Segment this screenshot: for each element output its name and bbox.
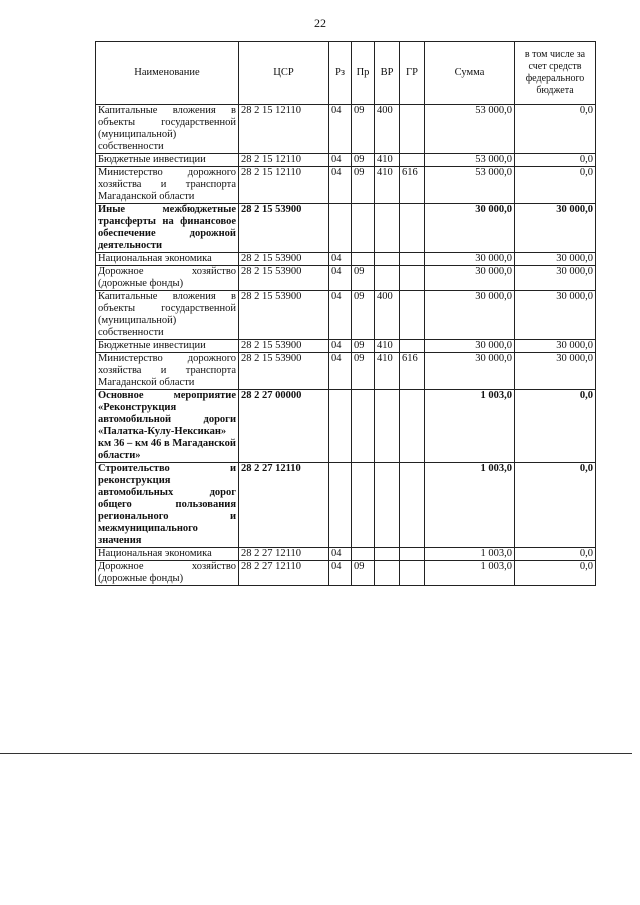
row-rz: 04 [329,253,352,266]
row-pr [352,253,375,266]
row-name: Капитальные вложения в объекты государственной (муниципальной) собственности [96,291,239,340]
row-rz: 04 [329,154,352,167]
row-vr [375,463,400,548]
row-pr [352,463,375,548]
row-csr: 28 2 15 12110 [239,154,329,167]
page-number: 22 [314,16,326,30]
row-vr: 410 [375,340,400,353]
row-pr: 09 [352,167,375,204]
table-row [96,167,596,204]
row-rz: 04 [329,353,352,390]
header-csr: ЦСР [239,42,329,105]
row-pr [352,390,375,463]
row-gr: 616 [400,353,425,390]
row-pr: 09 [352,353,375,390]
table-row [96,154,596,167]
row-csr: 28 2 15 53900 [239,291,329,340]
header-name: Наименование [96,42,239,105]
row-sum: 53 000,0 [425,167,515,204]
row-pr: 09 [352,105,375,154]
row-federal: 30 000,0 [515,291,596,340]
row-name: Национальная экономика [96,253,239,266]
table-row [96,340,596,353]
row-name: Министерство дорожного хозяйства и транспорта Магаданской области [96,353,239,390]
row-pr: 09 [352,561,375,586]
row-vr: 400 [375,105,400,154]
row-name: Иные межбюджетные трансферты на финансовое обеспечение дорожной деятельности [96,204,239,253]
row-sum: 30 000,0 [425,253,515,266]
row-rz [329,463,352,548]
table-row [96,353,596,390]
row-pr: 09 [352,266,375,291]
table-row [96,266,596,291]
row-federal: 30 000,0 [515,266,596,291]
row-gr [400,463,425,548]
row-gr [400,266,425,291]
table-row [96,105,596,154]
header-vr: ВР [375,42,400,105]
table-row [96,390,596,463]
table-body [96,105,596,586]
header-gr: ГР [400,42,425,105]
row-sum: 1 003,0 [425,561,515,586]
row-sum: 30 000,0 [425,266,515,291]
row-rz: 04 [329,291,352,340]
row-sum: 1 003,0 [425,463,515,548]
row-pr: 09 [352,340,375,353]
row-vr [375,253,400,266]
table-header-row [96,42,596,105]
row-vr: 410 [375,353,400,390]
row-sum: 30 000,0 [425,204,515,253]
row-sum: 30 000,0 [425,291,515,340]
row-sum: 30 000,0 [425,340,515,353]
row-federal: 0,0 [515,463,596,548]
row-sum: 53 000,0 [425,105,515,154]
row-vr: 410 [375,167,400,204]
header-rz: Рз [329,42,352,105]
row-name: Основное мероприятие «Реконструкция автомобильной дороги «Палатка-Кулу-Нексикан» км 36 – км 46 в Магаданской области» [96,390,239,463]
row-gr [400,105,425,154]
row-vr: 410 [375,154,400,167]
row-name: Министерство дорожного хозяйства и транспорта Магаданской области [96,167,239,204]
row-gr: 616 [400,167,425,204]
row-gr [400,154,425,167]
table-row [96,291,596,340]
row-name: Капитальные вложения в объекты государственной (муниципальной) собственности [96,105,239,154]
row-name: Строительство и реконструкция автомобильных дорог общего пользования регионального и межмуниципального значения [96,463,239,548]
row-vr [375,561,400,586]
row-gr [400,548,425,561]
row-federal: 0,0 [515,561,596,586]
row-name: Национальная экономика [96,548,239,561]
row-gr [400,390,425,463]
row-sum: 1 003,0 [425,390,515,463]
header-pr: Пр [352,42,375,105]
row-federal: 30 000,0 [515,340,596,353]
header-federal-budget: в том числе за счет средств федерального бюджета [515,42,596,105]
table-row [96,204,596,253]
row-pr [352,548,375,561]
row-federal: 30 000,0 [515,204,596,253]
row-federal: 30 000,0 [515,353,596,390]
row-federal: 0,0 [515,105,596,154]
row-gr [400,204,425,253]
row-csr: 28 2 15 12110 [239,167,329,204]
row-pr: 09 [352,154,375,167]
row-csr: 28 2 15 53900 [239,353,329,390]
row-federal: 30 000,0 [515,253,596,266]
row-name: Бюджетные инвестиции [96,340,239,353]
row-vr [375,204,400,253]
row-federal: 0,0 [515,548,596,561]
row-vr [375,266,400,291]
row-rz: 04 [329,561,352,586]
row-rz: 04 [329,340,352,353]
row-csr: 28 2 27 12110 [239,548,329,561]
row-gr [400,291,425,340]
row-federal: 0,0 [515,167,596,204]
row-csr: 28 2 27 12110 [239,561,329,586]
row-name: Дорожное хозяйство (дорожные фонды) [96,561,239,586]
row-pr [352,204,375,253]
budget-table [95,41,596,586]
row-csr: 28 2 15 53900 [239,340,329,353]
row-sum: 1 003,0 [425,548,515,561]
row-federal: 0,0 [515,154,596,167]
header-sum: Сумма [425,42,515,105]
footer-divider [0,753,632,754]
row-csr: 28 2 27 12110 [239,463,329,548]
row-csr: 28 2 27 00000 [239,390,329,463]
row-pr: 09 [352,291,375,340]
table-row [96,561,596,586]
row-csr: 28 2 15 53900 [239,204,329,253]
row-vr [375,548,400,561]
row-csr: 28 2 15 53900 [239,266,329,291]
table-row [96,548,596,561]
row-sum: 30 000,0 [425,353,515,390]
row-federal: 0,0 [515,390,596,463]
row-name: Бюджетные инвестиции [96,154,239,167]
table-row [96,253,596,266]
row-rz [329,390,352,463]
row-csr: 28 2 15 12110 [239,105,329,154]
row-rz [329,204,352,253]
row-gr [400,253,425,266]
row-rz: 04 [329,167,352,204]
row-gr [400,561,425,586]
row-name: Дорожное хозяйство (дорожные фонды) [96,266,239,291]
row-rz: 04 [329,105,352,154]
row-vr [375,390,400,463]
row-rz: 04 [329,266,352,291]
row-sum: 53 000,0 [425,154,515,167]
row-gr [400,340,425,353]
row-csr: 28 2 15 53900 [239,253,329,266]
row-vr: 400 [375,291,400,340]
row-rz: 04 [329,548,352,561]
table-row [96,463,596,548]
